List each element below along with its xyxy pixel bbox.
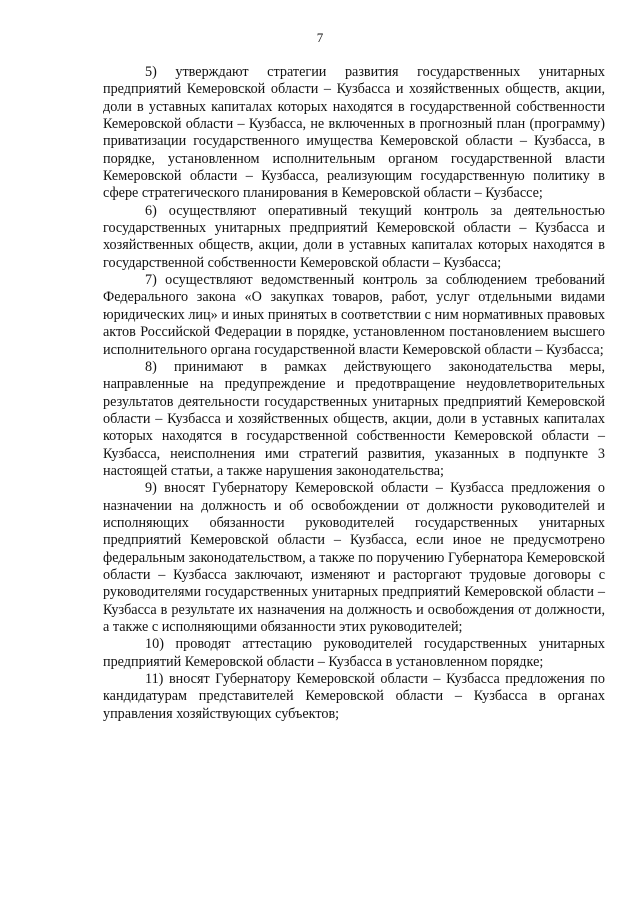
paragraph-item-8: 8) принимают в рамках действующего законодательства меры, направленные на предупреждение и предотвращение неудовлетворительных результатов деятельности государственных унитарных предприятий Кемеровской области – Кузбасса и хозяйственных обществ, акции, доли в уставных капиталах которых находятся в государственной собственности Кемеровской области – Кузбасса, неисполнения ими стратегий развития, указанных в подпункте 3 настоящей статьи, а также нарушения законодательства;	[103, 358, 605, 479]
paragraph-item-11: 11) вносят Губернатору Кемеровской области – Кузбасса предложения по кандидатурам представителей Кемеровской области – Кузбасса в органах управления хозяйствующих субъектов;	[103, 671, 605, 722]
paragraph-item-9: 9) вносят Губернатору Кемеровской области – Кузбасса предложения о назначении на должность и об освобождении от должности руководителей и исполняющих обязанности руководителей государственных унитарных предприятий Кемеровской области – Кузбасса, если иное не предусмотрено федеральным законодательством, а также по поручению Губернатора Кемеровской области – Кузбасса заключают, изменяют и расторгают трудовые договоры с руководителями государственных унитарных предприятий Кемеровской области – Кузбасса в результате их назначения на должность и освобождения от должности, а также с исполняющими обязанности этих руководителей;	[103, 480, 605, 635]
paragraph-item-7: 7) осуществляют ведомственный контроль за соблюдением требований Федерального закона «О закупках товаров, работ, услуг отдельными видами юридических лиц» и иных принятых в соответствии с ним нормативных правовых актов Российской Федерации в порядке, установленном постановлением высшего исполнительного органа государственной власти Кемеровской области – Кузбасса;	[103, 272, 605, 358]
paragraph-item-10: 10) проводят аттестацию руководителей государственных унитарных предприятий Кемеровской области – Кузбасса в установленном порядке;	[103, 636, 605, 670]
page-number: 7	[316, 30, 324, 45]
paragraph-item-6: 6) осуществляют оперативный текущий контроль за деятельностью государственных унитарных предприятий Кемеровской области – Кузбасса и хозяйственных обществ, акции, доли в уставных капиталах которых находятся в государственной собственности Кемеровской области – Кузбасса;	[103, 202, 605, 271]
paragraph-item-5: 5) утверждают стратегии развития государственных унитарных предприятий Кемеровской области – Кузбасса и хозяйственных обществ, акции, доли в уставных капиталах которых находятся в государственной собственности Кемеровской области – Кузбасса, не включенных в прогнозный план (программу) приватизации государственного имущества Кемеровской области – Кузбасса, в порядке, установленном исполнительным органом государственной власти Кемеровской области – Кузбасса, реализующим государственную политику в сфере стратегического планирования в Кемеровской области – Кузбассе;	[103, 64, 605, 202]
document-body	[103, 64, 605, 723]
